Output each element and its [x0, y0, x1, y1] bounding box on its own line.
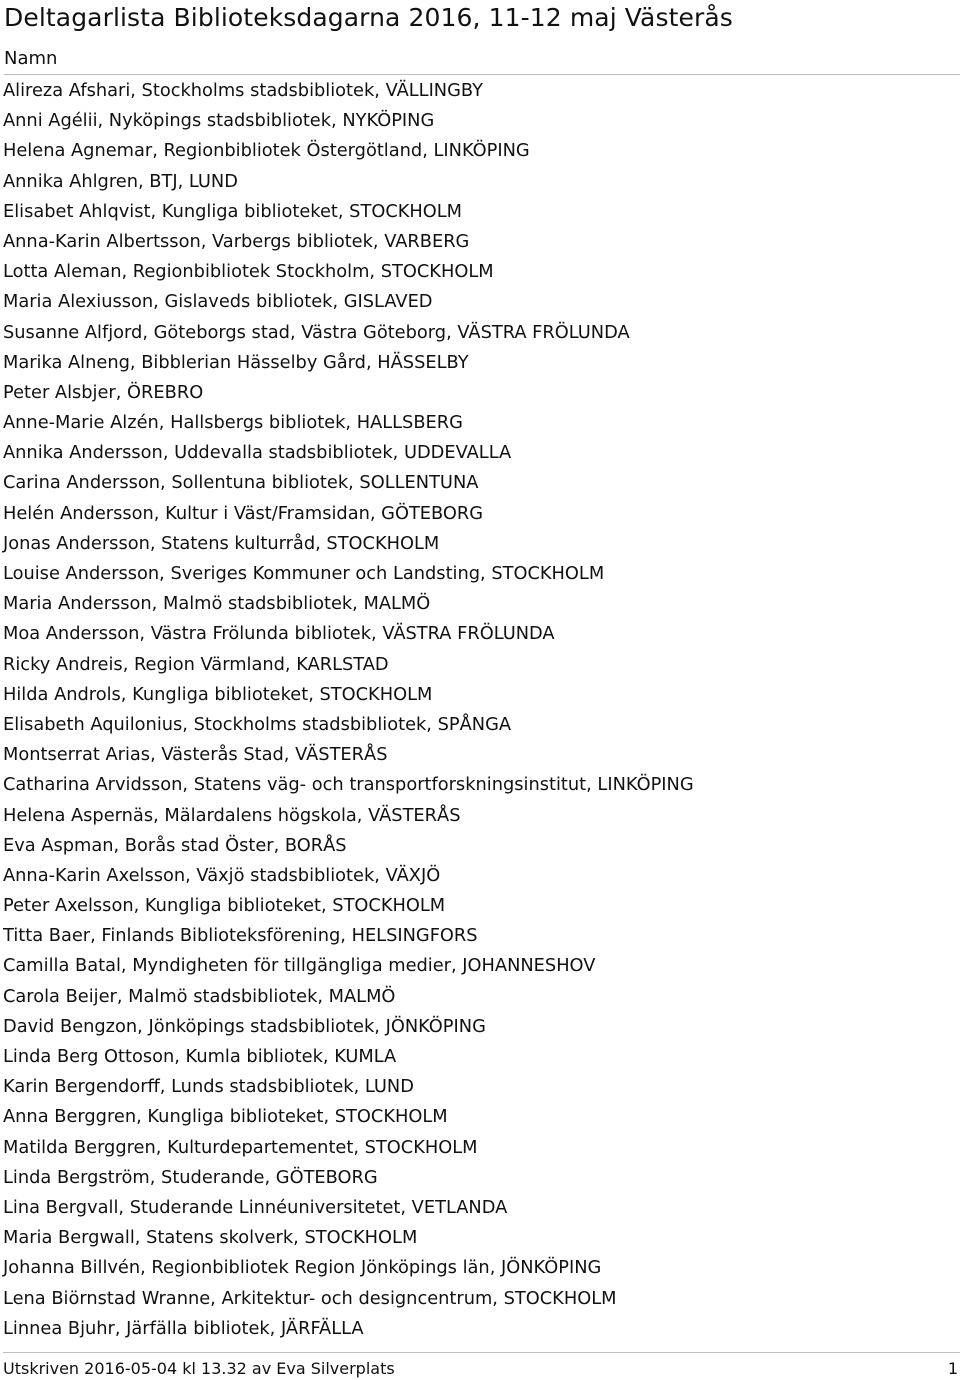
participant-row: Louise Andersson, Sveriges Kommuner och Landsting, STOCKHOLM [3, 563, 605, 584]
participant-row: Elisabet Ahlqvist, Kungliga biblioteket, STOCKHOLM [3, 200, 463, 222]
participant-row: Ricky Andreis, Region Värmland, KARLSTAD [3, 653, 389, 675]
participant-row: Maria Bergwall, Statens skolverk, STOCKHOLM [3, 1227, 418, 1249]
participant-row: Karin Bergendorff, Lunds stadsbibliotek, LUND [3, 1076, 414, 1098]
participant-row: Lotta Aleman, Regionbibliotek Stockholm, STOCKHOLM [3, 261, 494, 283]
participant-row: Anna-Karin Albertsson, Varbergs bibliotek, VARBERG [3, 230, 470, 252]
print-info: Utskriven 2016-05-04 kl 13.32 av Eva Silverplats [3, 1359, 395, 1378]
page-title: Deltagarlista Biblioteksdagarna 2016, 11-12 maj Västerås [4, 3, 733, 32]
page-footer [3, 1352, 960, 1379]
participant-row: Titta Baer, Finlands Biblioteksförening, HELSINGFORS [3, 925, 478, 947]
participant-row: Helena Agnemar, Regionbibliotek Östergötland, LINKÖPING [3, 140, 530, 162]
column-header-name: Namn [4, 46, 960, 75]
participant-row: Lena Biörnstad Wranne, Arkitektur- och designcentrum, STOCKHOLM [3, 1287, 617, 1309]
participant-row: Peter Alsbjer, ÖREBRO [3, 381, 204, 403]
participant-row: Annika Ahlgren, BTJ, LUND [3, 170, 238, 192]
participant-row: Johanna Billvén, Regionbibliotek Region Jönköpings län, JÖNKÖPING [3, 1257, 602, 1279]
participant-row: Jonas Andersson, Statens kulturråd, STOCKHOLM [3, 532, 440, 554]
participant-row: Lina Bergvall, Studerande Linnéuniversitetet, VETLANDA [3, 1196, 508, 1218]
participant-row: Annika Andersson, Uddevalla stadsbibliotek, UDDEVALLA [3, 442, 512, 464]
participant-row: Linnea Bjuhr, Järfälla bibliotek, JÄRFÄLLA [3, 1317, 364, 1339]
participant-row: Hilda Androls, Kungliga biblioteket, STOCKHOLM [3, 683, 433, 705]
participant-row: Susanne Alfjord, Göteborgs stad, Västra Göteborg, VÄSTRA FRÖLUNDA [3, 321, 630, 343]
participant-row: Linda Berg Ottoson, Kumla bibliotek, KUMLA [3, 1046, 397, 1067]
participant-row: Eva Aspman, Borås stad Öster, BORÅS [3, 834, 347, 856]
participant-row: Maria Andersson, Malmö stadsbibliotek, MALMÖ [3, 593, 431, 615]
participant-row: Peter Axelsson, Kungliga biblioteket, STOCKHOLM [3, 895, 446, 917]
participant-row: Anne-Marie Alzén, Hallsbergs bibliotek, HALLSBERG [3, 412, 463, 434]
participant-row: Carola Beijer, Malmö stadsbibliotek, MALMÖ [3, 985, 396, 1007]
participant-row: Helén Andersson, Kultur i Väst/Framsidan, GÖTEBORG [3, 502, 484, 524]
participant-row: Marika Alneng, Bibblerian Hässelby Gård, HÄSSELBY [3, 351, 469, 373]
participant-row: Maria Alexiusson, Gislaveds bibliotek, GISLAVED [3, 291, 433, 313]
participant-row: Matilda Berggren, Kulturdepartementet, STOCKHOLM [3, 1136, 478, 1158]
participant-row: David Bengzon, Jönköpings stadsbibliotek, JÖNKÖPING [3, 1015, 486, 1037]
participant-row: Anna-Karin Axelsson, Växjö stadsbibliotek, VÄXJÖ [3, 864, 441, 886]
participant-row: Elisabeth Aquilonius, Stockholms stadsbibliotek, SPÅNGA [3, 713, 512, 735]
participant-row: Camilla Batal, Myndigheten för tillgängliga medier, JOHANNESHOV [3, 955, 596, 977]
page-number: 1 [947, 1359, 958, 1378]
participant-list [3, 76, 694, 1344]
participant-row: Alireza Afshari, Stockholms stadsbibliotek, VÄLLINGBY [3, 80, 483, 101]
participant-row: Helena Aspernäs, Mälardalens högskola, VÄSTERÅS [3, 804, 461, 826]
participant-row: Moa Andersson, Västra Frölunda bibliotek, VÄSTRA FRÖLUNDA [3, 623, 555, 645]
participant-row: Carina Andersson, Sollentuna bibliotek, SOLLENTUNA [3, 472, 479, 494]
participant-row: Montserrat Arias, Västerås Stad, VÄSTERÅS [3, 744, 388, 766]
participant-row: Anni Agélii, Nyköpings stadsbibliotek, NYKÖPING [3, 110, 435, 132]
participant-row: Catharina Arvidsson, Statens väg- och transportforskningsinstitut, LINKÖPING [3, 774, 694, 796]
participant-row: Anna Berggren, Kungliga biblioteket, STOCKHOLM [3, 1106, 448, 1128]
participant-row: Linda Bergström, Studerande, GÖTEBORG [3, 1166, 378, 1188]
